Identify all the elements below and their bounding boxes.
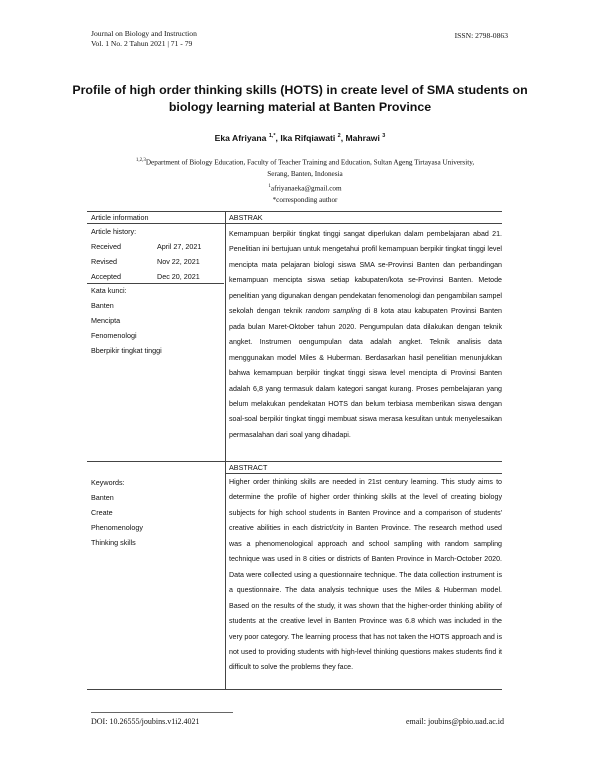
kata-kunci-item: Fenomenologi bbox=[91, 331, 137, 340]
info-divider-1 bbox=[87, 283, 224, 284]
email-sup: 1 bbox=[268, 183, 271, 189]
received-date: April 27, 2021 bbox=[157, 242, 202, 251]
footer-rule bbox=[91, 712, 233, 713]
paper-title: Profile of high order thinking skills (HOTS) in create level of SMA students on biology learning material at Banten Province bbox=[72, 83, 528, 114]
accepted-date: Dec 20, 2021 bbox=[157, 272, 200, 281]
keyword-item: Banten bbox=[91, 493, 114, 502]
table-header-rule bbox=[87, 223, 502, 224]
abstract-header-rule bbox=[225, 473, 502, 474]
table-top-rule bbox=[87, 211, 502, 212]
kata-kunci-item: Mencipta bbox=[91, 316, 121, 325]
author-2-sup: 2 bbox=[337, 133, 341, 140]
doi: DOI: 10.26555/joubins.v1i2.4021 bbox=[91, 717, 200, 726]
article-history-label: Article history: bbox=[91, 227, 137, 236]
journal-volume: Vol. 1 No. 2 Tahun 2021 | 71 - 79 bbox=[91, 39, 193, 48]
affiliation-line-1: Department of Biology Education, Faculty of Teacher Training and Education, Sultan Ageng Tirtayasa University, bbox=[145, 158, 475, 167]
table-column-divider bbox=[225, 211, 226, 689]
keywords-label: Keywords: bbox=[91, 478, 125, 487]
author-3-sup: 3 bbox=[382, 133, 386, 140]
issn: ISSN: 2798-0863 bbox=[454, 31, 508, 40]
corresponding-note: *corresponding author bbox=[272, 195, 338, 204]
revised-date: Nov 22, 2021 bbox=[157, 257, 200, 266]
received-label: Received bbox=[91, 242, 121, 251]
kata-kunci-item: Bberpikir tingkat tinggi bbox=[91, 346, 162, 355]
footer-email: email: joubins@pbio.uad.ac.id bbox=[405, 717, 504, 726]
revised-label: Revised bbox=[91, 257, 117, 266]
journal-name: Journal on Biology and Instruction bbox=[91, 29, 197, 38]
table-bottom-rule bbox=[87, 689, 502, 690]
author-2: Ika Rifqiawati bbox=[280, 133, 336, 143]
abstract-heading: ABSTRACT bbox=[229, 463, 268, 472]
author-3: Mahrawi bbox=[345, 133, 380, 143]
kata-kunci-label: Kata kunci: bbox=[91, 286, 127, 295]
affiliation bbox=[100, 155, 510, 206]
article-info-heading: Article information bbox=[91, 213, 149, 222]
author-1: Eka Afriyana bbox=[214, 133, 267, 143]
abstrak-italic-term: random sampling bbox=[305, 307, 362, 316]
abstrak-text: Kemampuan berpikir tingkat tinggi sangat diperlukan dalam pembelajaran abad 21. Penelitian ini bertujuan untuk mengetahui profil kemampuan berpikir tingkat tinggi level mencipta mata pelajaran biologi siswa SMA se-Provinsi Banten dan perbandingan kemampuan mencipta siswa setiap kabupaten/kota se-Provinsi Banten. Metode penelitian yang digunakan dengan pendekatan fenomenologi dan pengambilan sampel sekolah dengan teknik random sampling di 8 kota atau kabupaten Provinsi Banten pada bulan Maret-Oktober tahun 2020. Pengumpulan data dilakukan dengan teknik angket. Instrumen oengumpulan data adalah angket. Teknik analisis data menggunakan model Miles & Huberman. Berdasarkan hasil penelitian menunjukkan bahwa kemampuan berpikir tingkat tinggi siswa level mencipta di Provinsi Banten adalah 6,8 yang termasuk dalam kategori sangat kurang. Proses pembelajaran yang belum melakukan pendekatan HOTS dan belum terbiasa memberikan siswa dengan soal-soal berpikir tingkat tinggi membuat siswa merasa kesulitan untuk menyelesaikan permasalahan dari soal yang dihadapi. bbox=[229, 230, 502, 439]
keyword-item: Thinking skills bbox=[91, 538, 136, 547]
affiliation-sup: 1,2,3 bbox=[135, 158, 146, 163]
keyword-item: Create bbox=[91, 508, 113, 517]
kata-kunci-item: Banten bbox=[91, 301, 114, 310]
author-1-sup: 1,* bbox=[268, 133, 276, 140]
abstract-text: Higher order thinking skills are needed in 21st century learning. This study aims to determine the profile of higher order thinking skills at the level of creating biology subjects for high school students in Banten Province and a comparison of students' creative abilities in each district/city in Banten Province. The research method used was a phenomenological approach and school sampling with random sampling technique was used in 8 cities or districts of Banten Province in March-October 2020. Data were collected using a questionnaire technique. The data collection instrument is a questionnaire. The data analysis technique uses the Miles & Huberman model. Based on the results of the study, it was shown that the higher-order thinking ability of students at the creative level in Banten Province was 6.8 which was included in the very poor category. The learning process that has not taken the HOTS approach and is not used to providing students with high-level thinking questions makes students find it difficult to solve the problems they face. bbox=[229, 478, 502, 672]
author-email: afriyanaeka@gmail.com bbox=[270, 183, 342, 192]
author-list: Eka Afriyana $^{1,*}$, Ika Rifqiawati $^2$, Mahrawi $^3$ bbox=[214, 133, 386, 143]
accepted-label: Accepted bbox=[91, 272, 121, 281]
keyword-item: Phenomenology bbox=[91, 523, 143, 532]
journal-header bbox=[91, 29, 197, 49]
abstrak-heading: ABSTRAK bbox=[229, 213, 263, 222]
section-divider bbox=[87, 461, 502, 462]
affiliation-line-2: Serang, Banten, Indonesia bbox=[267, 169, 343, 178]
